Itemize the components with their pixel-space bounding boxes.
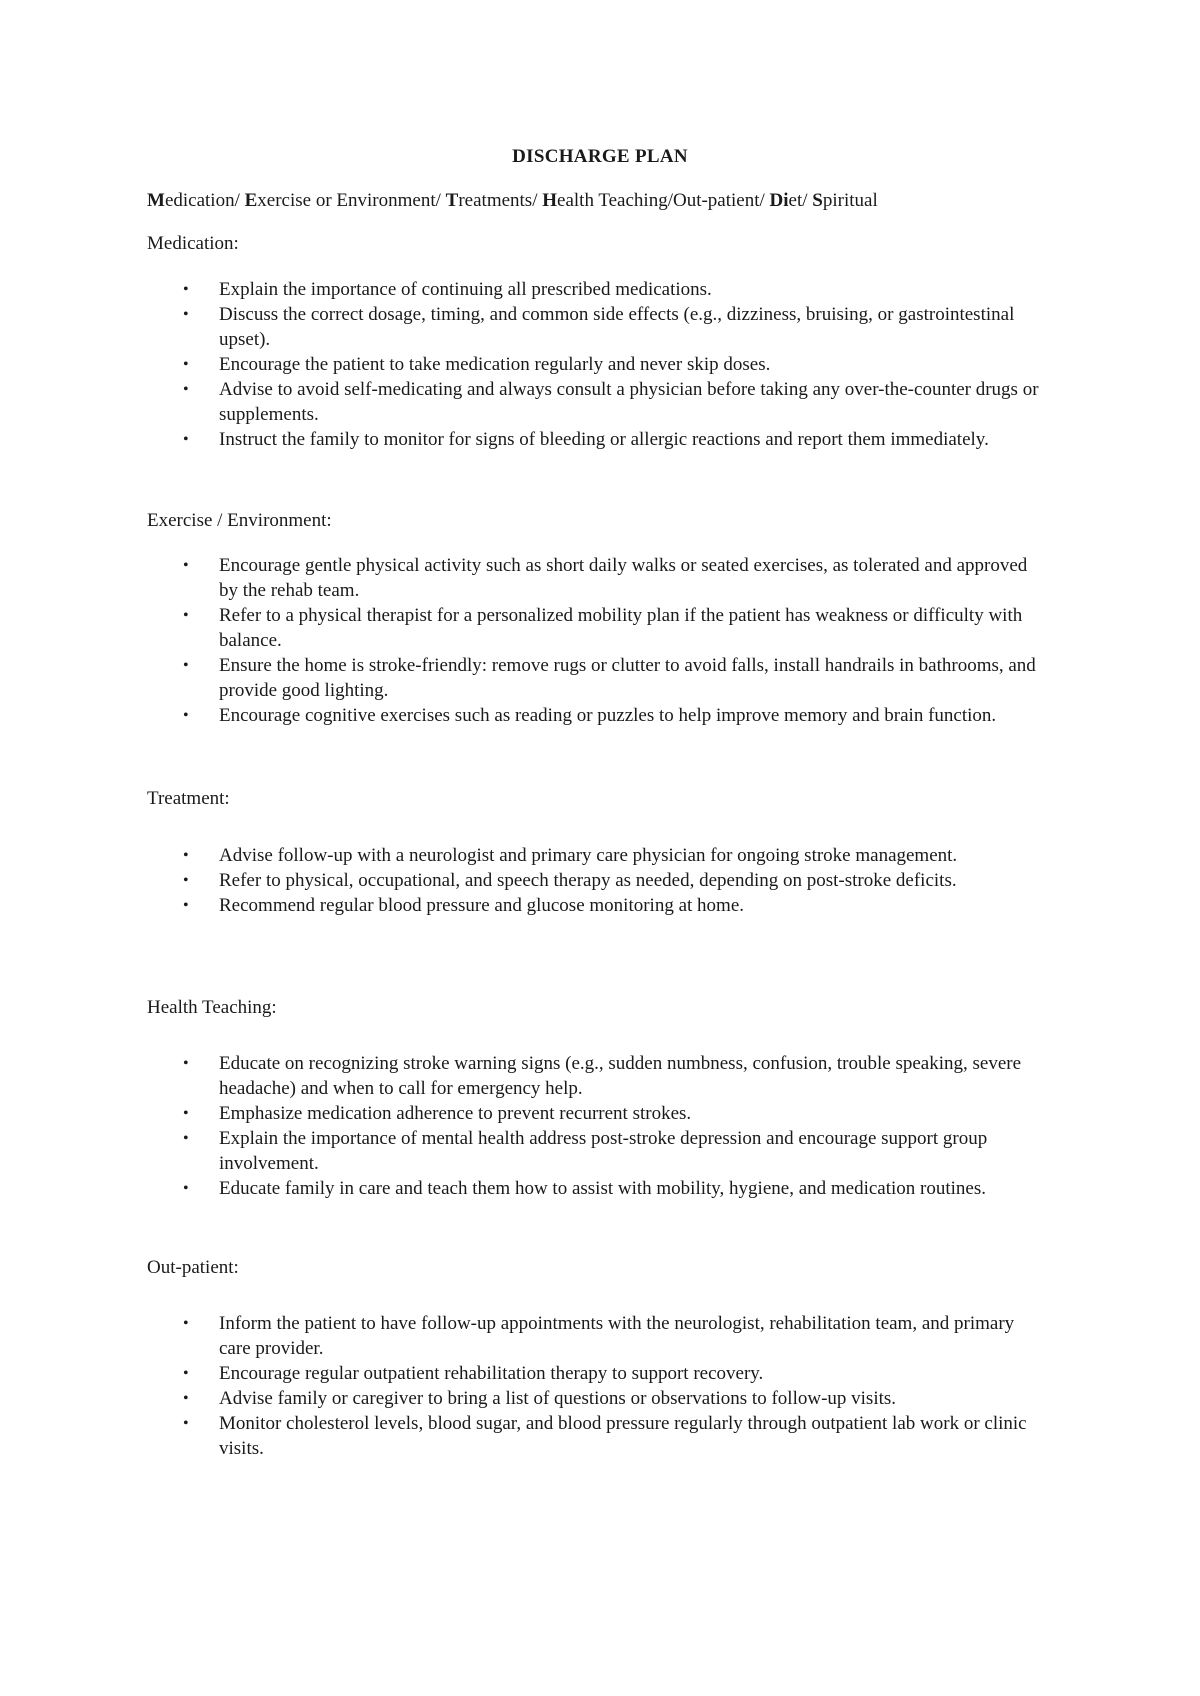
list-item [0,703,1049,728]
list-item-text: Encourage cognitive exercises such as reading or puzzles to help improve memory and brain function. [219,705,997,726]
summary-text-5: piritual [822,190,878,211]
bullet-icon: • [183,356,189,373]
plan-summary-line [147,190,878,212]
list-item-text: Refer to a physical therapist for a personalized mobility plan if the patient has weakness or difficulty with balance. [219,605,1023,651]
list-item [0,1311,1049,1361]
list-item-text: Instruct the family to monitor for signs of bleeding or allergic reactions and report them immediately. [219,429,989,450]
list-item [0,377,1049,427]
bullet-icon: • [183,707,189,724]
bullet-icon: • [183,872,189,889]
list-item [0,603,1049,653]
summary-bold-5: S [812,190,823,211]
list-item [0,1101,1049,1126]
bullet-icon: • [183,1365,189,1382]
list-item [0,1176,1049,1201]
summary-text-0: edication/ [164,190,245,211]
bullet-icon: • [183,1180,189,1197]
summary-text-1: xercise or Environment/ [257,190,446,211]
summary-bold-0: M [147,190,165,211]
page-title: DISCHARGE PLAN [512,146,688,167]
list-item-text: Educate on recognizing stroke warning signs (e.g., sudden numbness, confusion, trouble speaking, severe headache) and when to call for emergency help. [219,1053,1022,1099]
bullet-icon: • [183,557,189,574]
bullet-icon: • [183,306,189,323]
list-item-text: Recommend regular blood pressure and glucose monitoring at home. [219,895,745,916]
list-item [0,277,1049,302]
list-item [0,1411,1049,1461]
section-heading-health-teaching: Health Teaching: [147,997,277,1018]
exercise-list [0,553,1200,728]
summary-text-3: ealth Teaching/Out-patient/ [557,190,770,211]
bullet-icon: • [183,1105,189,1122]
summary-bold-3: H [542,190,558,211]
section-heading-treatment: Treatment: [147,788,230,809]
bullet-icon: • [183,1055,189,1072]
section-heading-medication: Medication: [147,233,239,254]
list-item-text: Discuss the correct dosage, timing, and common side effects (e.g., dizziness, bruising, or gastrointestinal upset). [219,304,1015,350]
bullet-icon: • [183,1130,189,1147]
list-item [0,1126,1049,1176]
section-heading-out-patient: Out-patient: [147,1257,239,1278]
bullet-icon: • [183,1390,189,1407]
summary-bold-4: Di [769,190,789,211]
list-item-text: Advise family or caregiver to bring a list of questions or observations to follow-up visits. [219,1388,897,1409]
list-item-text: Encourage regular outpatient rehabilitation therapy to support recovery. [219,1363,764,1384]
list-item [0,1386,1049,1411]
list-item [0,868,1049,893]
bullet-icon: • [183,1415,189,1432]
summary-text-2: reatments/ [458,190,543,211]
out-patient-list [0,1311,1200,1461]
list-item [0,843,1049,868]
bullet-icon: • [183,381,189,398]
list-item-text: Ensure the home is stroke-friendly: remove rugs or clutter to avoid falls, install handrails in bathrooms, and provide good lighting. [219,655,1036,701]
treatment-list [0,843,1200,918]
list-item-text: Educate family in care and teach them how to assist with mobility, hygiene, and medication routines. [219,1178,987,1199]
health-teaching-list [0,1051,1200,1201]
list-item [0,1361,1049,1386]
bullet-icon: • [183,281,189,298]
medication-list [0,277,1200,452]
summary-bold-1: E [244,190,258,211]
list-item [0,1051,1049,1101]
bullet-icon: • [183,1315,189,1332]
summary-bold-2: T [445,190,459,211]
list-item-text: Explain the importance of mental health address post-stroke depression and encourage support group involvement. [219,1128,988,1174]
list-item [0,302,1049,352]
list-item [0,893,1049,918]
bullet-icon: • [183,607,189,624]
list-item-text: Emphasize medication adherence to prevent recurrent strokes. [219,1103,692,1124]
list-item-text: Advise follow-up with a neurologist and primary care physician for ongoing stroke management. [219,845,958,866]
list-item-text: Explain the importance of continuing all prescribed medications. [219,279,712,300]
list-item [0,553,1049,603]
list-item-text: Encourage the patient to take medication regularly and never skip doses. [219,354,771,375]
bullet-icon: • [183,897,189,914]
bullet-icon: • [183,657,189,674]
list-item [0,653,1049,703]
bullet-icon: • [183,431,189,448]
list-item-text: Monitor cholesterol levels, blood sugar, and blood pressure regularly through outpatient lab work or clinic visits. [219,1413,1027,1459]
list-item-text: Inform the patient to have follow-up appointments with the neurologist, rehabilitation team, and primary care provider. [219,1313,1015,1359]
summary-text-4: et/ [788,190,813,211]
bullet-icon: • [183,847,189,864]
list-item-text: Advise to avoid self-medicating and always consult a physician before taking any over-the-counter drugs or supplements. [219,379,1039,425]
list-item [0,427,1049,452]
list-item [0,352,1049,377]
list-item-text: Refer to physical, occupational, and speech therapy as needed, depending on post-stroke deficits. [219,870,957,891]
section-heading-exercise: Exercise / Environment: [147,510,332,531]
list-item-text: Encourage gentle physical activity such as short daily walks or seated exercises, as tolerated and approved by the rehab team. [219,555,1028,601]
